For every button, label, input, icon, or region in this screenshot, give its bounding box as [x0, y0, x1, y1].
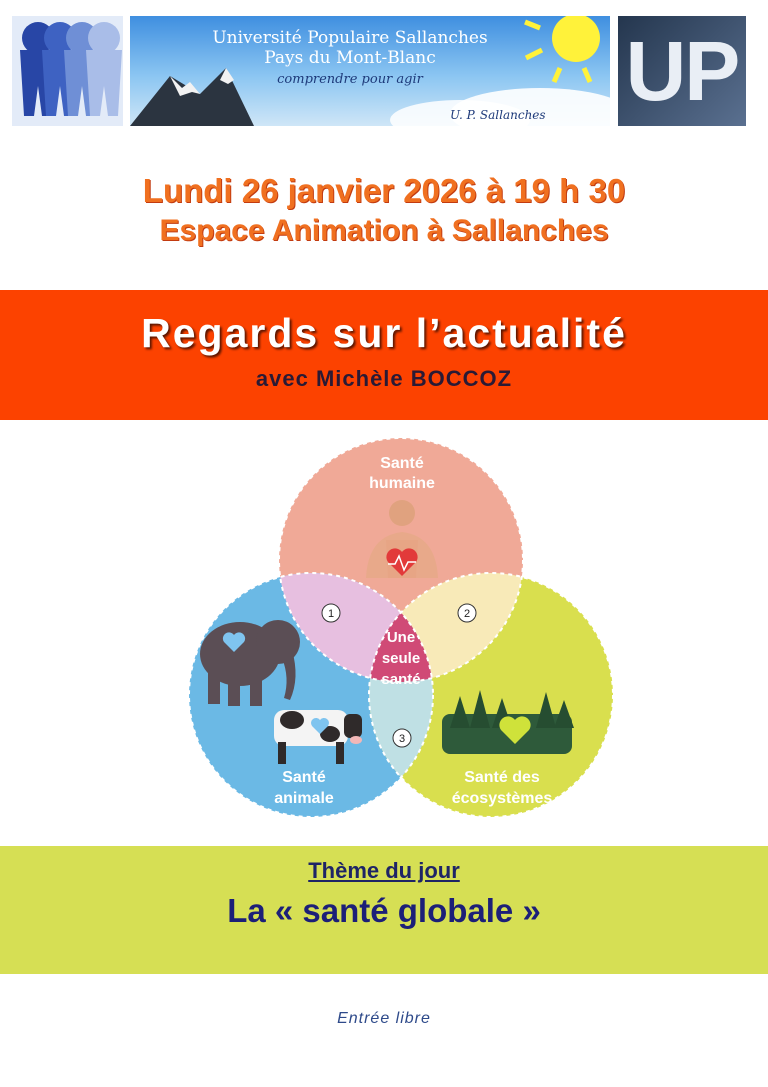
label-animal-2: animale: [274, 790, 334, 807]
talk-speaker: avec Michèle BOCCOZ: [255, 366, 513, 391]
label-human-1: Santé: [380, 455, 424, 472]
label-center-1: Une: [386, 629, 416, 646]
marker-3-text: 3: [398, 733, 406, 745]
venn-diagram: [180, 428, 620, 838]
label-human-2: humaine: [369, 475, 435, 492]
marker-3: [393, 729, 411, 747]
entry-note: Entrée libre: [337, 1010, 431, 1027]
label-center-2: seule: [381, 650, 421, 667]
marker-2: [458, 604, 476, 622]
banner-signature: U. P. Sallanches: [450, 108, 546, 122]
banner-motto: comprendre pour agir: [277, 72, 423, 87]
up-logo-text: UP: [625, 24, 739, 118]
banner-title-line2: Pays du Mont-Blanc: [264, 48, 436, 68]
up-logo: [618, 16, 746, 126]
event-date: Lundi 26 janvier 2026 à 19 h 30: [142, 172, 626, 209]
label-eco-1: Santé des: [464, 769, 540, 786]
event-place: Espace Animation à Sallanches: [159, 214, 609, 247]
theme-title: La « santé globale »: [227, 892, 541, 929]
label-center-3: santé: [381, 671, 421, 688]
theme-label: Thème du jour: [308, 858, 460, 883]
talk-title: Regards sur l’actualité: [141, 310, 627, 356]
marker-1: [322, 604, 340, 622]
header-banner: [130, 16, 610, 126]
people-silhouettes-icon: [12, 16, 123, 126]
label-eco-2: écosystèmes: [451, 790, 553, 807]
marker-1-text: 1: [327, 608, 335, 620]
one-health-diagram: [180, 428, 620, 838]
marker-2-text: 2: [463, 608, 471, 620]
people-logo: [12, 16, 123, 126]
label-animal-1: Santé: [282, 769, 326, 786]
banner-title-line1: Université Populaire Sallanches: [212, 28, 488, 48]
